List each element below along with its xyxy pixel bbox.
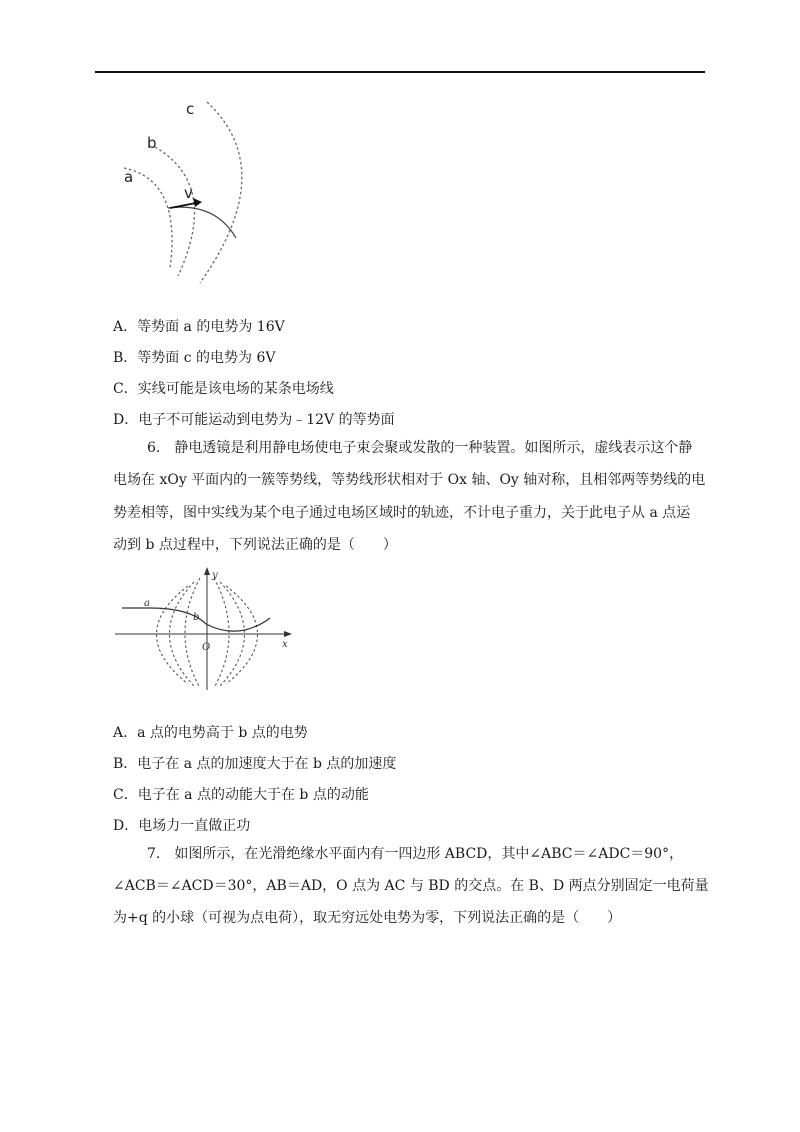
q6-option-d: D．电场力一直做正功 <box>113 818 251 834</box>
label-x: x <box>282 639 288 650</box>
equipotential-c <box>200 102 242 283</box>
q7-line-3: 为+q 的小球（可视为点电荷），取无穷远处电势为零，下列说法正确的是（ ） <box>113 910 622 926</box>
q6-line-4: 动到 b 点过程中，下列说法正确的是（ ） <box>113 537 397 553</box>
q6-option-b: B．电子在 a 点的加速度大于在 b 点的加速度 <box>113 756 397 772</box>
q6-line-3: 势差相等，图中实线为某个电子通过电场区域时的轨迹，不计电子重力，关于此电子从 a 点运 <box>113 505 691 521</box>
q7-line-1: 7. 如图所示，在光滑绝缘水平面内有一四边形 ABCD，其中∠ABC＝∠ADC＝90°， <box>147 846 684 862</box>
q5-option-d: D．电子不可能运动到电势为﹣12V 的等势面 <box>113 412 395 428</box>
velocity-arrowhead <box>193 198 202 207</box>
label-c: c <box>186 100 195 118</box>
x-axis-arrowhead <box>284 631 292 637</box>
q6-line-1: 6. 静电透镜是利用静电场使电子束会聚或发散的一种装置。如图所示，虚线表示这个静 <box>147 440 693 456</box>
q5-option-b: B．等势面 c 的电势为 6V <box>113 350 276 366</box>
q7-line-2: ∠ACB＝∠ACD＝30°，AB＝AD，O 点为 AC 与 BD 的交点。在 B、D 两点分别固定一电荷量 <box>113 878 709 894</box>
q5-option-a: A．等势面 a 的电势为 16V <box>113 319 285 335</box>
q6-line-2: 电场在 xOy 平面内的一簇等势线，等势线形状相对于 Ox 轴、Oy 轴对称，且相邻两等势线的电 <box>113 472 706 488</box>
header-rule <box>95 71 705 73</box>
trajectory <box>168 207 236 238</box>
equipotential-b <box>155 147 194 276</box>
label-o: O <box>202 642 211 653</box>
q6-option-a: A．a 点的电势高于 b 点的电势 <box>113 725 308 741</box>
label-b: b <box>193 612 200 623</box>
q6-option-c: C．电子在 a 点的动能大于在 b 点的动能 <box>113 787 369 803</box>
label-a: a <box>144 598 150 609</box>
label-v: v <box>184 184 193 202</box>
electrostatic-lens-figure <box>110 562 300 692</box>
q5-option-c: C．实线可能是该电场的某条电场线 <box>113 381 334 397</box>
equipotential-figure <box>110 90 260 290</box>
label-y: y <box>212 570 218 581</box>
label-a: a <box>124 168 134 186</box>
label-b: b <box>147 134 157 152</box>
y-axis-arrowhead <box>204 567 210 575</box>
